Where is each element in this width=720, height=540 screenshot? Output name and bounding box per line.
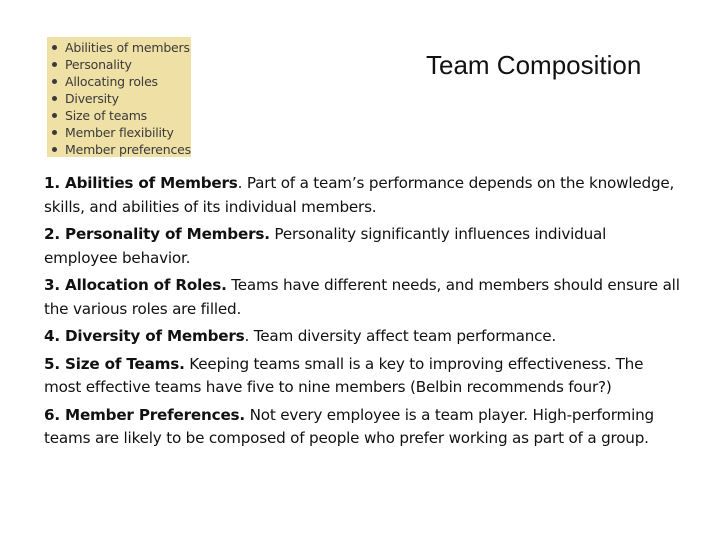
paragraph-heading: 4. Diversity of Members xyxy=(44,327,245,345)
paragraph-text: Not every employee is a team player. High-performing teams are likely to be composed of people who prefer working as part of a group. xyxy=(44,405,654,447)
paragraph-abilities xyxy=(44,172,684,219)
summary-item xyxy=(49,56,191,73)
bullet-icon xyxy=(52,79,57,84)
bullet-icon xyxy=(52,147,57,152)
summary-list xyxy=(49,39,191,158)
bullet-icon xyxy=(52,113,57,118)
summary-item-label: Personality xyxy=(65,57,132,72)
summary-item-label: Member preferences xyxy=(65,142,191,157)
summary-item-label: Size of teams xyxy=(65,108,147,123)
summary-item xyxy=(49,141,191,158)
summary-item-label: Member flexibility xyxy=(65,125,174,140)
bullet-icon xyxy=(52,130,57,135)
paragraph-heading: 5. Size of Teams. xyxy=(44,354,185,373)
summary-box xyxy=(47,37,191,157)
paragraph-text: . Team diversity affect team performance. xyxy=(244,327,557,345)
paragraph-personality xyxy=(44,223,684,270)
summary-item xyxy=(49,73,191,90)
paragraph-text: Teams have different needs, and members should ensure all the various roles are filled. xyxy=(44,276,680,318)
bullet-icon xyxy=(52,96,57,101)
paragraph-preferences xyxy=(44,404,684,451)
summary-item xyxy=(49,90,191,107)
slide-title: Team Composition xyxy=(426,50,642,80)
bullet-icon xyxy=(52,62,57,67)
bullet-icon xyxy=(52,45,57,50)
summary-item xyxy=(49,124,191,141)
summary-item xyxy=(49,107,191,124)
paragraph-size xyxy=(44,353,684,400)
paragraph-heading: 2. Personality of Members. xyxy=(44,225,270,243)
summary-item xyxy=(49,39,191,56)
body-text xyxy=(44,172,684,455)
paragraph-text: . Part of a team’s performance depends on the knowledge, skills, and abilities of its individual members. xyxy=(44,174,675,216)
summary-item-label: Diversity xyxy=(65,91,119,106)
summary-item-label: Allocating roles xyxy=(65,74,158,89)
paragraph-heading: 6. Member Preferences. xyxy=(44,405,245,424)
summary-item-label: Abilities of members xyxy=(65,40,190,55)
paragraph-text: Personality significantly influences individual employee behavior. xyxy=(44,225,607,267)
paragraph-heading: 1. Abilities of Members xyxy=(44,174,238,192)
paragraph-roles xyxy=(44,274,684,321)
paragraph-text: Keeping teams small is a key to improving effectiveness. The most effective teams have five to nine members (Belbin recommends four?) xyxy=(44,354,644,396)
paragraph-diversity xyxy=(44,325,684,349)
paragraph-heading: 3. Allocation of Roles. xyxy=(44,276,227,294)
